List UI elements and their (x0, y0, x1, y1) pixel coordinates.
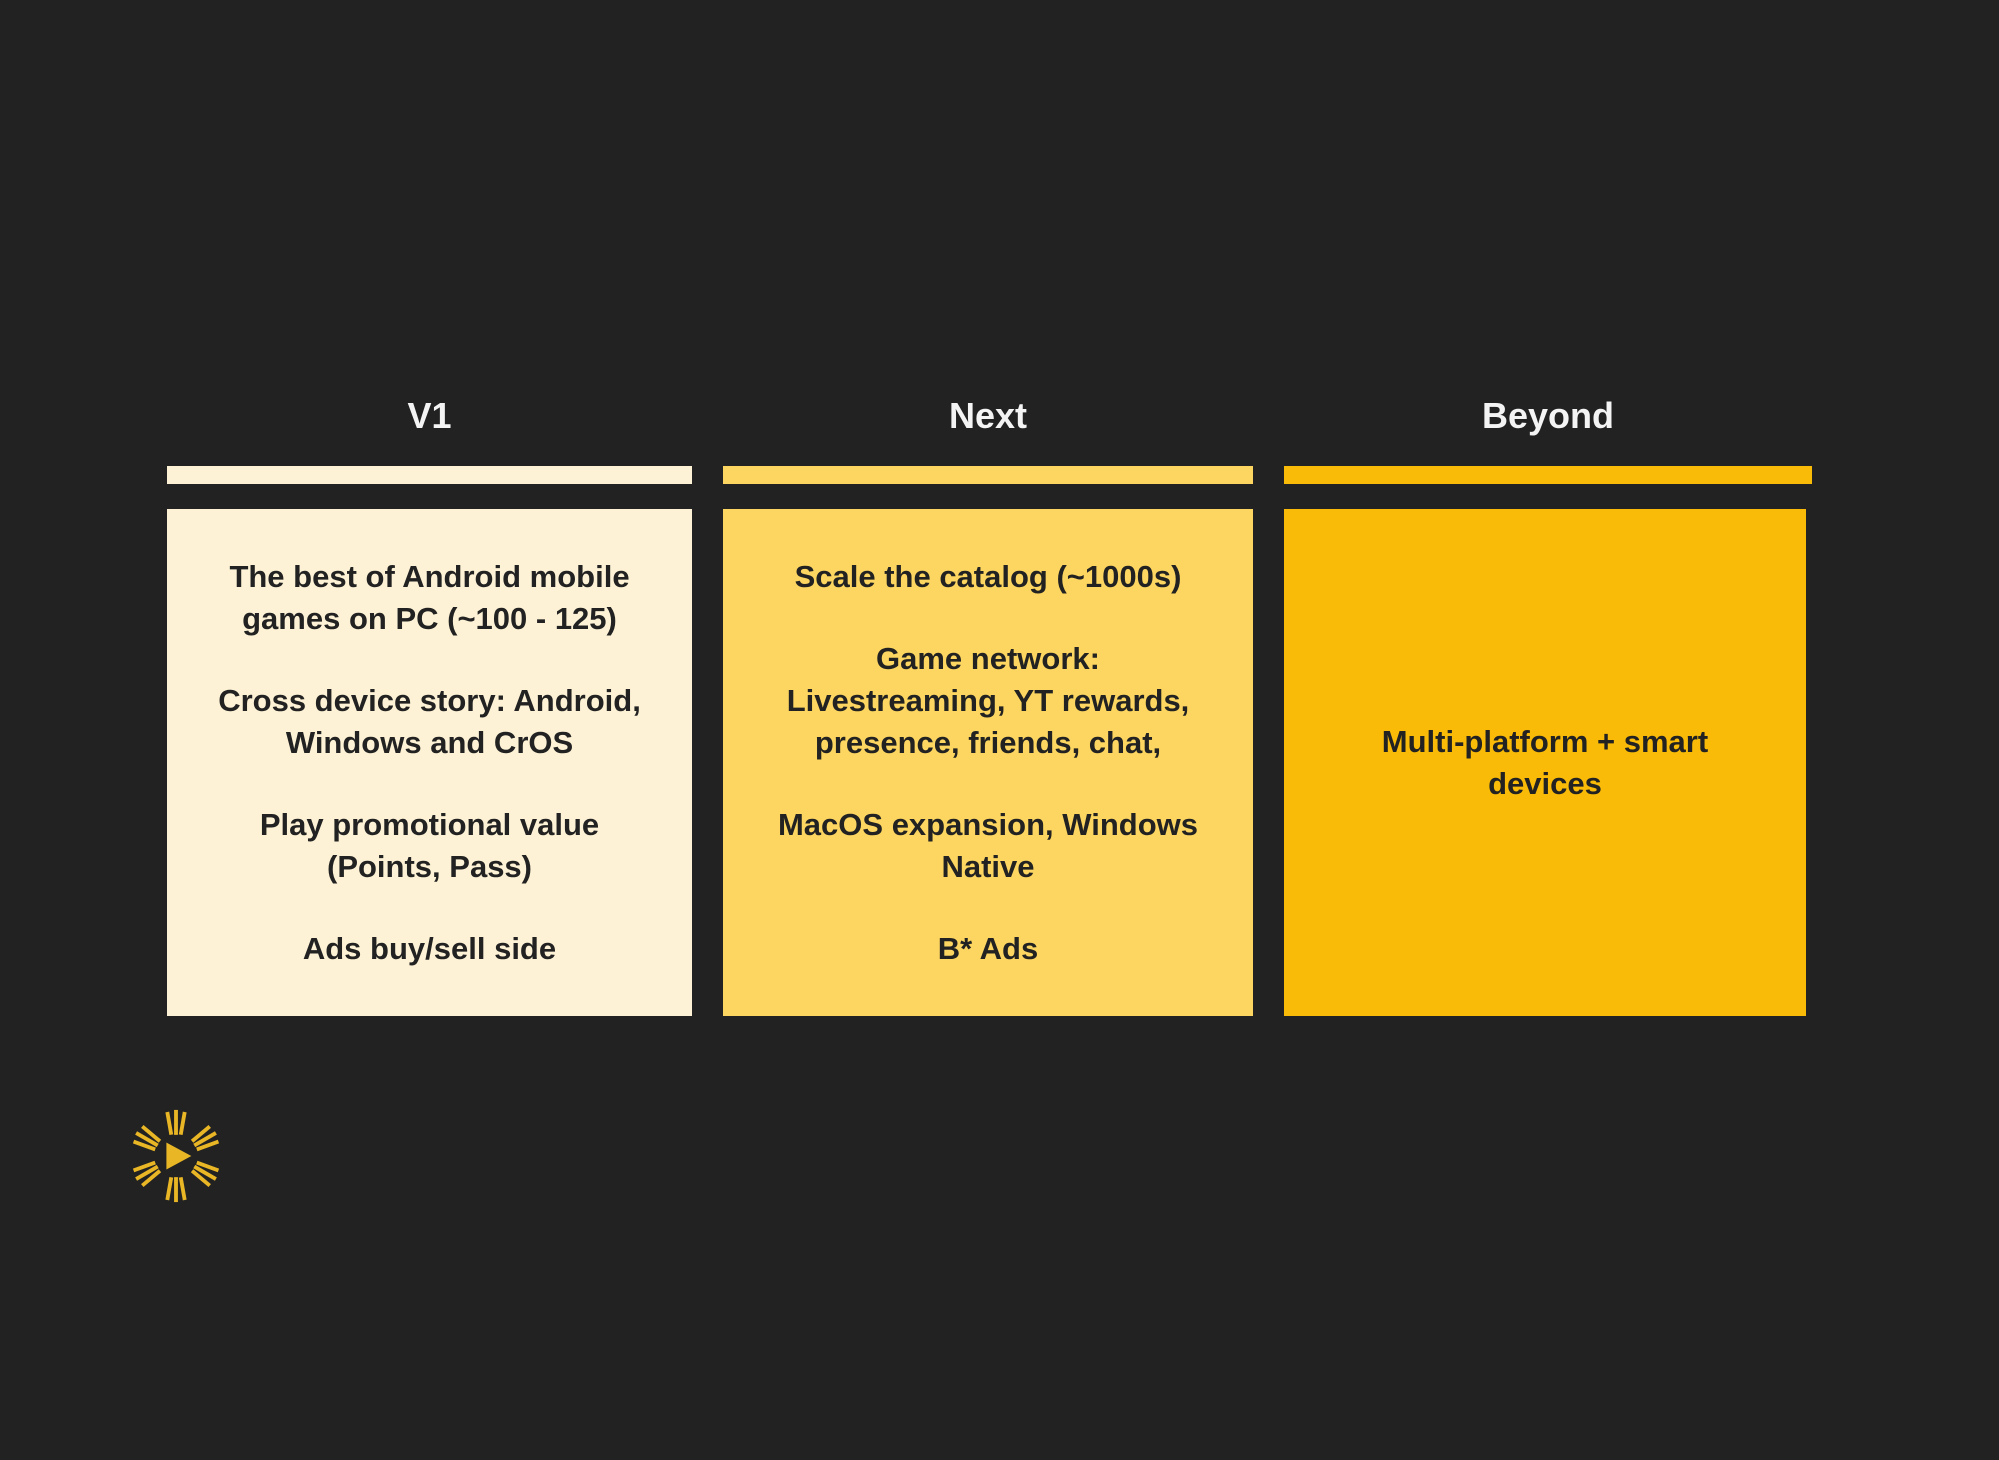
starburst-logo-icon (128, 1108, 224, 1204)
column-bar-v1 (167, 466, 692, 484)
column-title-beyond: Beyond (1481, 395, 1614, 436)
column-bar-next (723, 466, 1253, 484)
roadmap-item: Play promotional value (Points, Pass) (259, 806, 600, 884)
roadmap-item: Cross device story: Android, Windows and CrOS (218, 682, 641, 760)
column-title-v1: V1 (407, 395, 452, 436)
column-box-next (723, 509, 1253, 1016)
roadmap-item: B* Ads (937, 930, 1039, 966)
roadmap-item: The best of Android mobile games on PC (~100 - 125) (229, 558, 630, 636)
roadmap-item: Multi-platform + smart devices (1381, 723, 1709, 801)
column-bar-beyond (1284, 466, 1812, 484)
roadmap-item: Ads buy/sell side (302, 930, 557, 966)
roadmap-item: Scale the catalog (~1000s) (794, 558, 1182, 594)
column-box-v1 (167, 509, 692, 1016)
roadmap-item: MacOS expansion, Windows Native (777, 806, 1198, 884)
roadmap-item: Game network: Livestreaming, YT rewards, presence, friends, chat, (786, 640, 1190, 760)
column-box-beyond (1284, 509, 1806, 1016)
column-title-next: Next (948, 395, 1028, 436)
